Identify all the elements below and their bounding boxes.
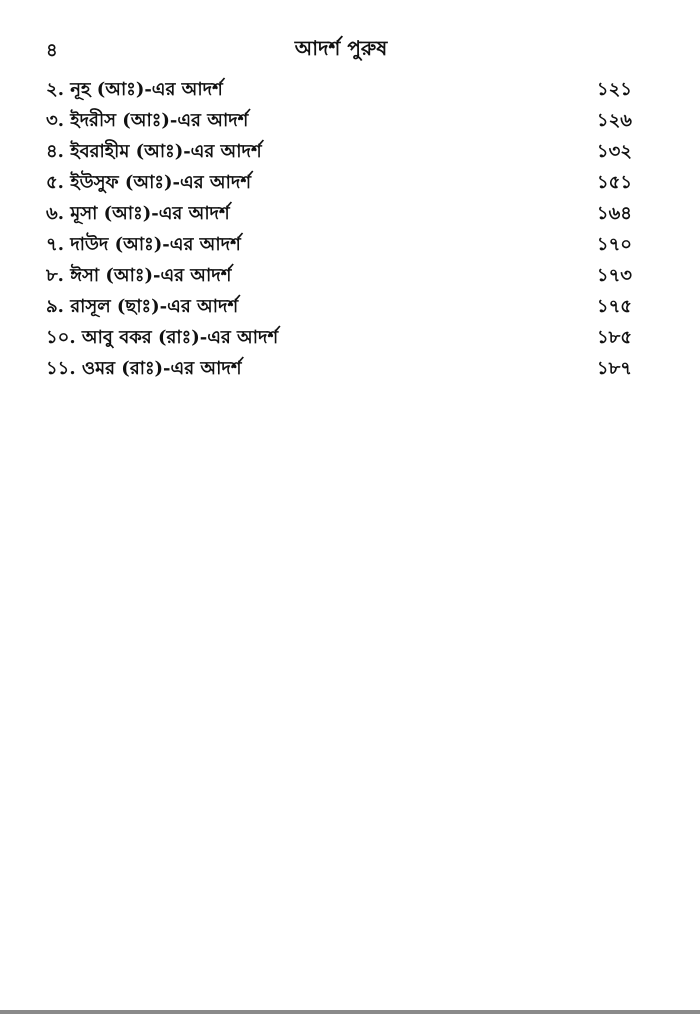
toc-entry-title: ৭. দাউদ (আঃ)-এর আদর্শ [46,234,241,255]
toc-entry-title: ১০. আবু বকর (রাঃ)-এর আদর্শ [46,327,279,348]
toc-entry-page: ১৭০ [596,234,632,255]
toc-entry-page: ১৮৫ [596,327,632,348]
toc-entry-page: ১৫১ [596,172,632,193]
toc-entry-page: ১৭৫ [596,296,632,317]
toc-entry-title: ৮. ঈসা (আঃ)-এর আদর্শ [46,265,232,286]
toc-entry-title: ৩. ইদরীস (আঃ)-এর আদর্শ [46,110,249,131]
toc-entry-title: ৬. মূসা (আঃ)-এর আদর্শ [46,203,230,224]
toc-entry [46,198,636,229]
toc-entry-page: ১৮৭ [596,358,632,379]
toc-entry-title: ৫. ইউসুফ (আঃ)-এর আদর্শ [46,172,251,193]
toc-entry [46,74,636,105]
toc-entry-page: ১২৬ [596,110,632,131]
page-header [46,34,636,64]
toc-entry-title: ৪. ইবরাহীম (আঃ)-এর আদর্শ [46,141,262,162]
toc-entry-title: ৯. রাসূল (ছাঃ)-এর আদর্শ [46,296,239,317]
toc-entry-page: ১৬৪ [596,203,632,224]
toc-entry-title: ২. নূহ (আঃ)-এর আদর্শ [46,79,223,100]
toc-entry-page: ১৭৩ [596,265,632,286]
toc-entry [46,136,636,167]
toc-entry [46,105,636,136]
toc-entry-title: ১১. ওমর (রাঃ)-এর আদর্শ [46,358,242,379]
toc-entry-page: ১২১ [596,79,632,100]
table-of-contents [46,74,636,384]
page-bottom-edge [0,1010,700,1014]
page-title: আদর্শ পুরুষ [294,36,388,60]
toc-entry [46,322,636,353]
toc-entry [46,353,636,384]
toc-entry [46,260,636,291]
toc-entry [46,291,636,322]
page-number: ৪ [46,40,58,61]
toc-entry [46,167,636,198]
toc-entry-page: ১৩২ [596,141,632,162]
toc-entry [46,229,636,260]
